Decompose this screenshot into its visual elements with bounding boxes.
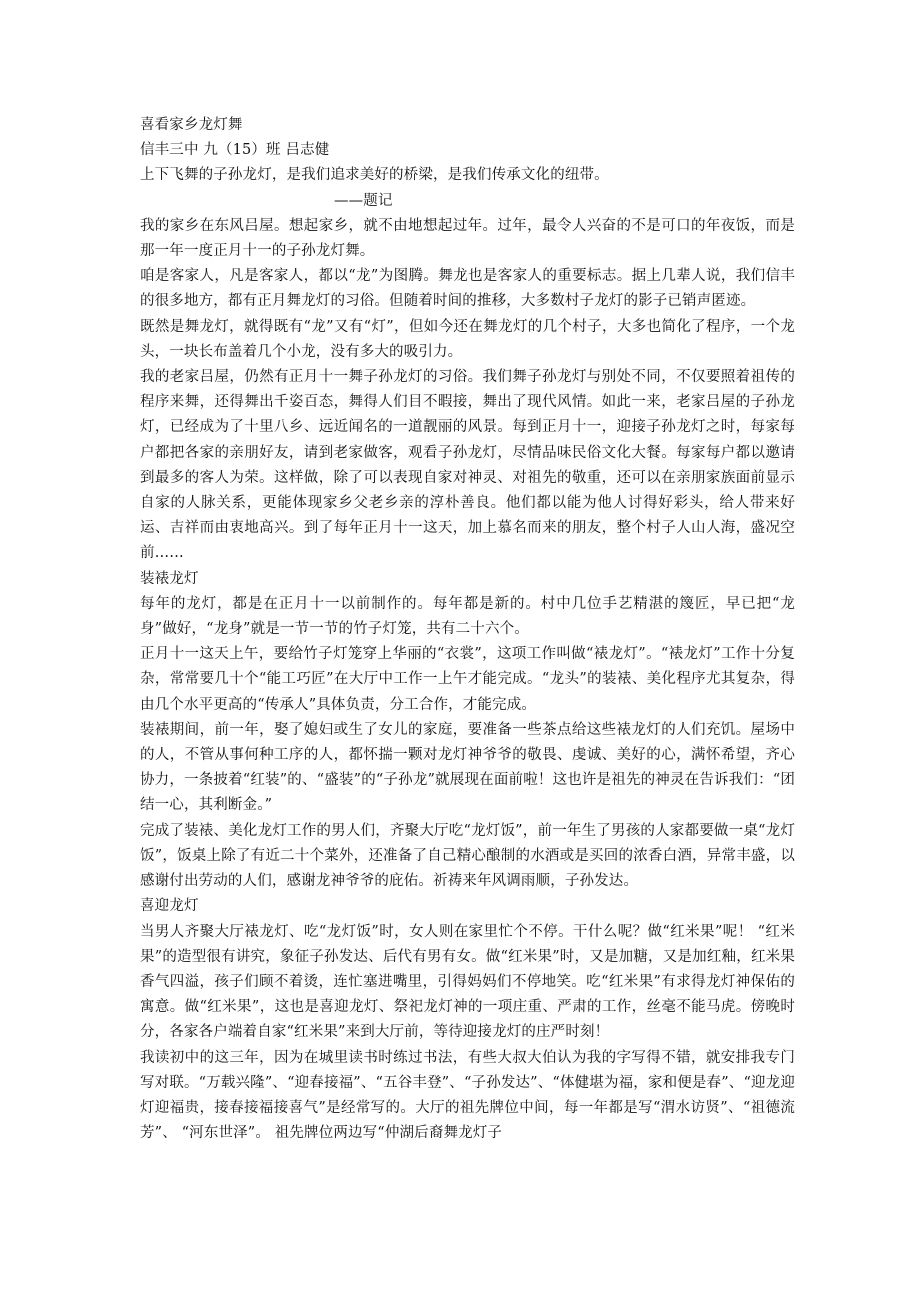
welcome-paragraph-2: 我读初中的这三年，因为在城里读书时练过书法，有些大叔大伯认为我的字写得不错，就安排我专门写对联。“万载兴隆”、“迎春接福”、“五谷丰登”、“子孙发达”、“体健堪为福，家和便是春”、“迎龙迎灯迎福贵，接春接福接喜气”是经常写的。大厅的祖先牌位中间，每一年都是写“渭水访贤”、“祖德流芳”、 “河东世泽”。 祖先牌位两边写“仲湖后裔舞龙灯子 xyxy=(140,1049,795,1142)
section-heading-mounting: 装裱龙灯 xyxy=(140,570,199,587)
intro-paragraph-1: 我的家乡在东风吕屋。想起家乡，就不由地想起过年。过年，最令人兴奋的不是可口的年夜饭，而是那一年一度正月十一的子孙龙灯舞。 xyxy=(140,217,795,260)
inscription-attribution: ——题记 xyxy=(334,192,393,209)
document-page xyxy=(140,113,795,1146)
document-title: 喜看家乡龙灯舞 xyxy=(140,117,243,133)
intro-paragraph-4: 我的老家吕屋，仍然有正月十一舞子孙龙灯的习俗。我们舞子孙龙灯与别处不同，不仅要照着祖传的程序来舞，还得舞出千姿百态，舞得人们目不暇接，舞出了现代风情。如此一来，老家吕屋的子孙龙灯，已经成为了十里八乡、远近闻名的一道靓丽的风景。每到正月十一，迎接子孙龙灯之时，每家每户都把各家的亲朋好友，请到老家做客，观看子孙龙灯，尽情品味民俗文化大餐。每家每户都以邀请到最多的客人为荣。这样做，除了可以表现自家对神灵、对祖先的敬重，还可以在亲朋家族面前显示自家的人脉关系，更能体现家乡父老乡亲的淳朴善良。他们都以能为他人讨得好彩头，给人带来好运、吉祥而由衷地高兴。到了每年正月十一这天，加上慕名而来的朋友，整个村子人山人海，盛况空前…… xyxy=(140,369,795,562)
mounting-paragraph-3: 装裱期间，前一年，娶了媳妇或生了女儿的家庭，要准备一些茶点给这些裱龙灯的人们充饥。屋场中的人，不管从事何种工序的人，都怀揣一颗对龙灯神爷爷的敬畏、虔诚、美好的心，满怀希望，齐心协力，一条披着“红装”的、“盛装”的“子孙龙”就展现在面前啦！这也许是祖先的神灵在告诉我们：“团结一心，其利断金。” xyxy=(140,721,795,814)
byline: 信丰三中 九（15）班 吕志健 xyxy=(140,142,330,159)
intro-paragraph-2: 咱是客家人，凡是客家人，都以“龙”为图腾。舞龙也是客家人的重要标志。据上几辈人说，我们信丰的很多地方，都有正月舞龙灯的习俗。但随着时间的推移，大多数村子龙灯的影子已销声匿迹。 xyxy=(140,268,795,310)
inscription-text: 上下飞舞的子孙龙灯，是我们追求美好的桥梁，是我们传承文化的纽带。 xyxy=(140,167,609,184)
section-heading-welcome: 喜迎龙灯 xyxy=(140,898,199,915)
mounting-paragraph-2: 正月十一这天上午，要给竹子灯笼穿上华丽的“衣裳”，这项工作叫做“裱龙灯”。“裱龙灯”工作十分复杂，常常要几十个“能工巧匠”在大厅中工作一上午才能完成。“龙头”的装裱、美化程序尤其复杂，得由几个水平更高的“传承人”具体负责，分工合作，才能完成。 xyxy=(140,646,795,713)
mounting-paragraph-4: 完成了装裱、美化龙灯工作的男人们，齐聚大厅吃“龙灯饭”，前一年生了男孩的人家都要做一桌“龙灯饭”，饭桌上除了有近二十个菜外，还准备了自己精心酿制的水酒或是买回的浓香白酒，异常丰盛，以感谢付出劳动的人们，感谢龙神爷爷的庇佑。祈祷来年风调雨顺，子孙发达。 xyxy=(140,822,795,890)
welcome-paragraph-1: 当男人齐聚大厅裱龙灯、吃“龙灯饭”时，女人则在家里忙个不停。干什么呢？做“红米果”呢！ “红米果”的造型很有讲究，象征子孙发达、后代有男有女。做“红米果”时，又是加糖，又是加红釉，红米果香气四溢，孩子们顾不着烫，连忙塞进嘴里，引得妈妈们不停地笑。吃“红米果”有求得龙灯神保佑的寓意。做“红米果”，这也是喜迎龙灯、祭祀龙灯神的一项庄重、严肃的工作，丝毫不能马虎。傍晚时分，各家各户端着自家“红米果”来到大厅前，等待迎接龙灯的庄严时刻！ xyxy=(140,923,795,1041)
intro-paragraph-3: 既然是舞龙灯，就得既有“龙”又有“灯”，但如今还在舞龙灯的几个村子，大多也简化了程序，一个龙头，一块长布盖着几个小龙，没有多大的吸引力。 xyxy=(140,318,795,360)
mounting-paragraph-1: 每年的龙灯，都是在正月十一以前制作的。每年都是新的。村中几位手艺精湛的篾匠，早已把“龙身”做好，“龙身”就是一节一节的竹子灯笼，共有二十六个。 xyxy=(140,595,795,638)
